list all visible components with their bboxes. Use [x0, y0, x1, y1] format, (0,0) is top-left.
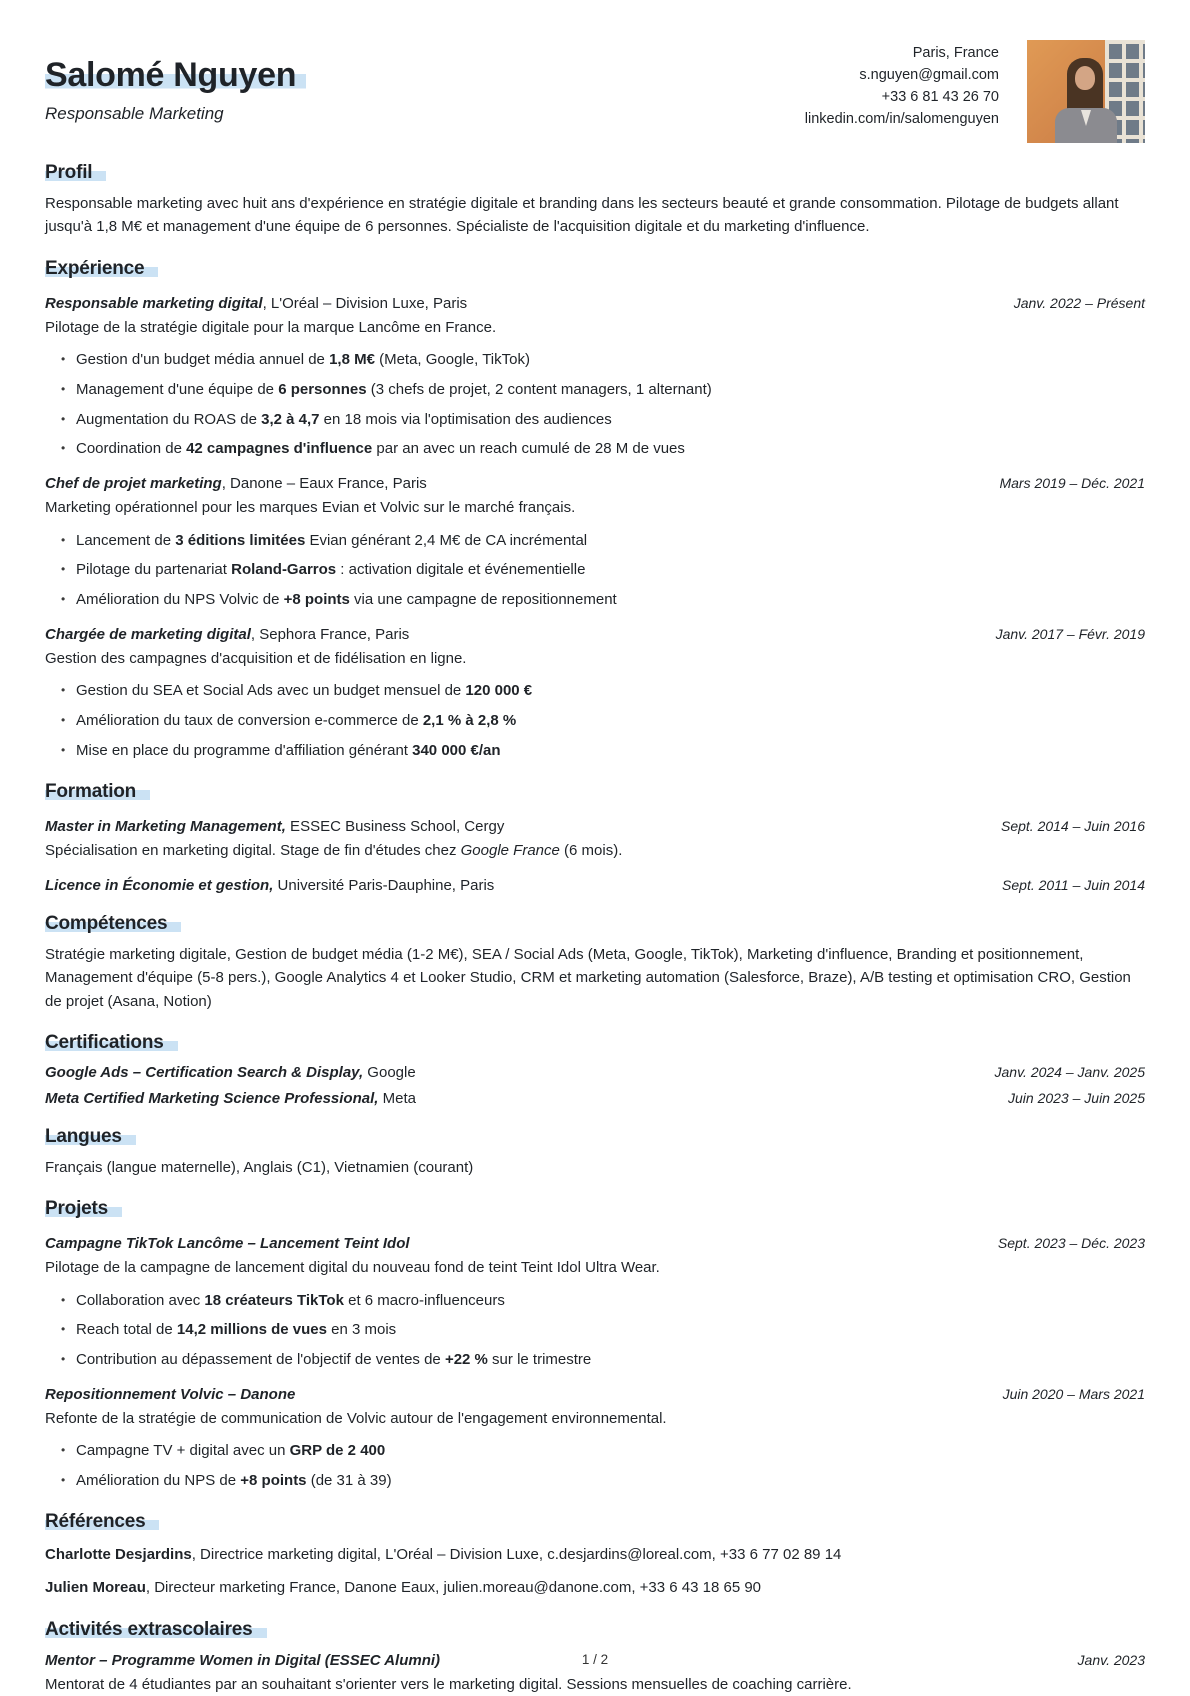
entry-title — [45, 475, 427, 492]
reference-details: , Directeur marketing France, Danone Eaux, julien.moreau@danone.com, +33 6 43 18 65 90 — [145, 1579, 762, 1597]
entry-date: Mars 2019 – Déc. 2021 — [999, 475, 1145, 491]
entry-date: Sept. 2023 – Déc. 2023 — [997, 1235, 1145, 1251]
job-company: , Sephora France, Paris — [250, 625, 410, 643]
contact-linkedin: linkedin.com/in/salomenguyen — [804, 111, 999, 127]
bullet-item: • Amélioration du NPS de +8 points (de 31 à 39) — [61, 1470, 1145, 1492]
school-name: ESSEC Business School, Cergy — [285, 817, 505, 835]
bullet-item: • Amélioration du NPS Volvic de +8 points via une campagne de repositionnement — [61, 589, 1145, 611]
project-title: Campagne TikTok Lancôme – Lancement Teint Idol — [45, 1235, 410, 1252]
entry-date: Janv. 2024 – Janv. 2025 — [994, 1063, 1145, 1080]
bullet-item: • Augmentation du ROAS de 3,2 à 4,7 en 18 mois via l'optimisation des audiences — [61, 409, 1145, 431]
entry-date: Sept. 2011 – Juin 2014 — [1002, 877, 1145, 893]
section-projets — [45, 1198, 1145, 1492]
header — [45, 40, 1145, 143]
section-langues — [45, 1126, 1145, 1179]
bullet-item: • Contribution au dépassement de l'objectif de ventes de +22 % sur le trimestre — [61, 1349, 1145, 1371]
bullet-list — [45, 1290, 1145, 1371]
section-heading-langues: Langues — [45, 1126, 1145, 1148]
section-heading-profil: Profil — [45, 162, 1145, 184]
school-name: Université Paris-Dauphine, Paris — [273, 877, 495, 894]
certification-title: Meta Certified Marketing Science Professional, — [45, 1089, 379, 1107]
entry-date: Janv. 2022 – Présent — [1013, 294, 1145, 311]
experience-entry — [45, 626, 1145, 762]
entry-description: Pilotage de la stratégie digitale pour la marque Lancôme en France. — [45, 318, 497, 336]
profile-photo — [1027, 40, 1145, 143]
job-title: Chef de projet marketing — [45, 475, 222, 492]
entry-description: Pilotage de la campagne de lancement digital du nouveau fond de teint Teint Idol Ultra Wear. — [45, 1259, 660, 1276]
bullet-list — [45, 680, 1145, 761]
section-heading-references: Références — [45, 1511, 1145, 1533]
entry-date: Janv. 2023 — [1077, 1651, 1145, 1668]
bullet-item: • Coordination de 42 campagnes d'influence par an avec un reach cumulé de 28 M de vues — [61, 438, 1145, 460]
reference-entry — [45, 1577, 1145, 1600]
entry-description: Gestion des campagnes d'acquisition et de fidélisation en ligne. — [45, 649, 467, 667]
name-block — [45, 40, 805, 124]
competences-text: Stratégie marketing digitale, Gestion de budget média (1-2 M€), SEA / Social Ads (Meta, Google, TikTok), Marketing d'influence, Branding et positionnement, Management d'équipe (5-8 pers.), Google Analytics 4 et Looker Studio, CRM et marketing automation (Salesforce, Braze), A/B testing et optimisation CRO, Gestion de projet (Asana, Notion) — [45, 946, 1131, 1010]
profil-text: Responsable marketing avec huit ans d'expérience en stratégie digitale et branding dans les secteurs beauté et grande consommation. Pilotage de budgets allant jusqu'à 1,8 M€ et management d'une équipe de 6 personnes. Spécialiste de l'acquisition digitale et du marketing d'influence. — [45, 195, 1119, 236]
section-formation — [45, 781, 1145, 895]
bullet-item: • Management d'une équipe de 6 personnes (3 chefs de projet, 2 content managers, 1 alternant) — [61, 379, 1145, 401]
contact-email: s.nguyen@gmail.com — [859, 67, 999, 83]
page-number: 1 / 2 — [581, 1652, 609, 1667]
bullet-list — [45, 530, 1145, 611]
entry-date: Janv. 2017 – Févr. 2019 — [995, 625, 1145, 642]
bullet-list — [45, 349, 1145, 460]
section-heading-certifications: Certifications — [45, 1032, 1145, 1054]
certification-issuer: Meta — [378, 1089, 416, 1107]
section-certifications — [45, 1032, 1145, 1107]
entry-date: Juin 2020 – Mars 2021 — [1002, 1385, 1145, 1402]
bullet-item: • Amélioration du taux de conversion e-commerce de 2,1 % à 2,8 % — [61, 710, 1145, 732]
entry-description: Spécialisation en marketing digital. Stage de fin d'études chez Google France (6 mois). — [45, 841, 623, 859]
bullet-item: • Pilotage du partenariat Roland-Garros : activation digitale et événementielle — [61, 559, 1145, 581]
entry-title — [45, 1090, 416, 1107]
experience-entry — [45, 475, 1145, 611]
bullet-item: • Mise en place du programme d'affiliation générant 340 000 €/an — [61, 740, 1145, 762]
page-title: Salomé Nguyen — [45, 56, 805, 95]
reference-name: Julien Moreau — [45, 1579, 146, 1597]
project-title: Repositionnement Volvic – Danone — [45, 1385, 296, 1403]
bullet-list — [45, 1440, 1145, 1492]
reference-details: , Directrice marketing digital, L'Oréal – Division Luxe, c.desjardins@loreal.com, +33 6 77 02 89 14 — [191, 1545, 842, 1563]
section-heading-activites: Activités extrascolaires — [45, 1619, 1145, 1641]
formation-entry — [45, 877, 1145, 894]
section-heading-competences: Compétences — [45, 913, 1145, 935]
entry-title — [45, 626, 409, 643]
entry-title — [45, 1064, 416, 1081]
entry-title — [45, 295, 467, 312]
section-profil — [45, 162, 1145, 239]
entry-title — [45, 818, 504, 835]
bullet-item: • Gestion du SEA et Social Ads avec un budget mensuel de 120 000 € — [61, 680, 1145, 702]
entry-description: Refonte de la stratégie de communication de Volvic autour de l'engagement environnemental. — [45, 1409, 667, 1427]
entry-date: Sept. 2014 – Juin 2016 — [1000, 817, 1145, 834]
contact-location: Paris, France — [912, 45, 999, 61]
project-entry — [45, 1386, 1145, 1492]
section-references — [45, 1511, 1145, 1600]
section-experience — [45, 258, 1145, 762]
activity-title: Mentor – Programme Women in Digital (ESSEC Alumni) — [45, 1651, 441, 1669]
reference-entry — [45, 1544, 1145, 1567]
langues-text: Français (langue maternelle), Anglais (C1), Vietnamien (courant) — [45, 1158, 474, 1176]
bullet-item: • Collaboration avec 18 créateurs TikTok et 6 macro-influenceurs — [61, 1290, 1145, 1312]
experience-entry — [45, 295, 1145, 461]
job-title: Chargée de marketing digital — [45, 625, 251, 643]
job-company: , Danone – Eaux France, Paris — [221, 475, 427, 492]
bullet-item: • Reach total de 14,2 millions de vues en 3 mois — [61, 1319, 1145, 1341]
entry-title — [45, 1235, 410, 1252]
bullet-item: • Gestion d'un budget média annuel de 1,8 M€ (Meta, Google, TikTok) — [61, 349, 1145, 371]
formation-entry — [45, 818, 1145, 863]
section-heading-projets: Projets — [45, 1198, 1145, 1220]
degree-title: Licence in Économie et gestion, — [45, 877, 274, 894]
bullet-item: • Campagne TV + digital avec un GRP de 2 400 — [61, 1440, 1145, 1462]
project-entry — [45, 1235, 1145, 1371]
degree-title: Master in Marketing Management, — [45, 817, 286, 835]
job-company: , L'Oréal – Division Luxe, Paris — [262, 294, 468, 312]
entry-description: Marketing opérationnel pour les marques Evian et Volvic sur le marché français. — [45, 499, 576, 516]
entry-description: Mentorat de 4 étudiantes par an souhaitant s'orienter vers le marketing digital. Sessions mensuelles de coaching carrière. — [45, 1675, 852, 1693]
certification-entry — [45, 1090, 1145, 1107]
section-heading-experience: Expérience — [45, 258, 1145, 280]
certification-title: Google Ads – Certification Search & Display, — [45, 1063, 364, 1081]
contact-block — [805, 42, 999, 130]
entry-date: Juin 2023 – Juin 2025 — [1008, 1089, 1145, 1106]
certification-entry — [45, 1064, 1145, 1081]
job-title: Responsable marketing digital — [45, 294, 263, 312]
job-subtitle: Responsable Marketing — [45, 104, 224, 124]
section-heading-formation: Formation — [45, 781, 1145, 803]
bullet-item: • Lancement de 3 éditions limitées Evian générant 2,4 M€ de CA incrémental — [61, 530, 1145, 552]
entry-title — [45, 877, 494, 894]
photo-person-face — [1075, 66, 1095, 90]
entry-title — [45, 1386, 295, 1403]
contact-phone: +33 6 81 43 26 70 — [881, 89, 999, 105]
section-competences — [45, 913, 1145, 1013]
certification-issuer: Google — [363, 1063, 416, 1081]
reference-name: Charlotte Desjardins — [45, 1545, 192, 1563]
